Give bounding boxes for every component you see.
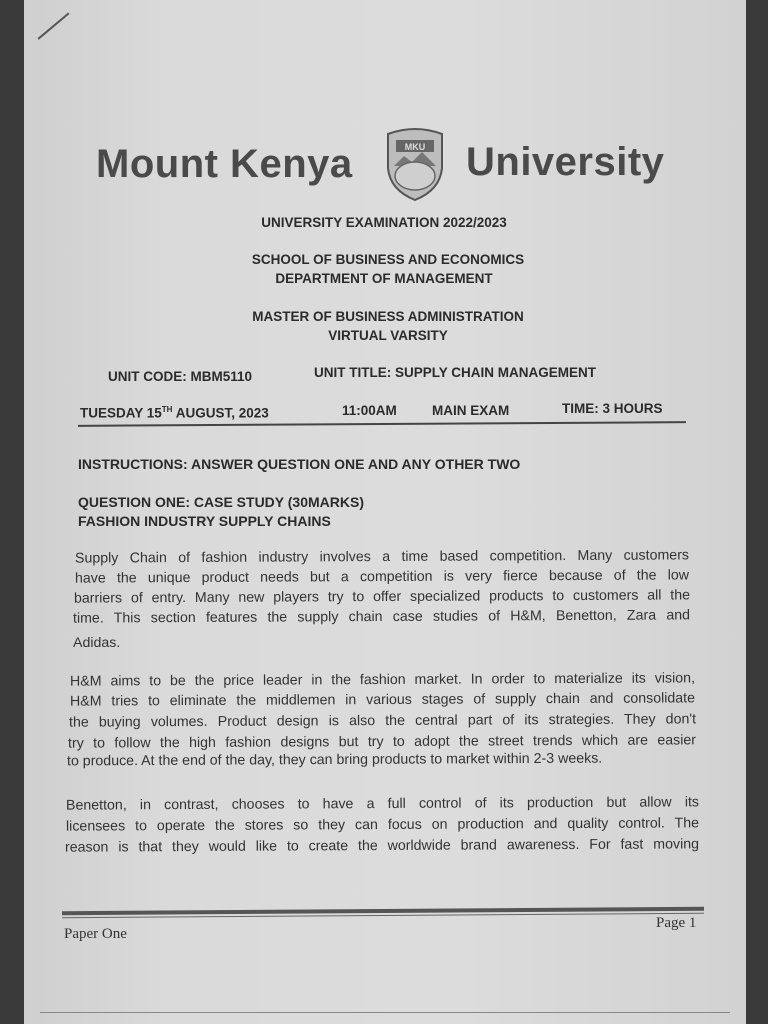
exam-time: 11:00AM bbox=[342, 403, 397, 418]
paragraph-line: barriers of entry. Many new players try to offer specialized products to customers all the bbox=[73, 587, 691, 607]
paragraph-line: H&M tries to eliminate the middlemen in various stages of supply chain and consolidate bbox=[69, 690, 696, 710]
unit-code: UNIT CODE: MBM5110 bbox=[108, 369, 253, 384]
exam-type: MAIN EXAM bbox=[432, 403, 510, 418]
exam-duration: TIME: 3 HOURS bbox=[562, 401, 663, 416]
paragraph-line: time. This section features the supply chain case studies of H&M, Benetton, Zara and bbox=[72, 607, 691, 627]
brand-left: Mount Kenya bbox=[96, 142, 353, 186]
unit-title: UNIT TITLE: SUPPLY CHAIN MANAGEMENT bbox=[314, 365, 597, 380]
paragraph-line: have the unique product needs but a competition is very fierce because of the low bbox=[74, 567, 690, 587]
university-logo bbox=[382, 126, 448, 202]
paragraph-line: Benetton, in contrast, chooses to have a full control of its production but allow its bbox=[65, 794, 700, 814]
paragraph-line: Adidas. bbox=[73, 635, 121, 651]
crest-icon bbox=[382, 126, 448, 202]
paragraph-line: Supply Chain of fashion industry involves a time based competition. Many customers bbox=[74, 547, 690, 567]
question-subtitle: FASHION INDUSTRY SUPPLY CHAINS bbox=[78, 513, 331, 529]
instructions: INSTRUCTIONS: ANSWER QUESTION ONE AND ANY OTHER TWO bbox=[78, 456, 521, 472]
paragraph-line: to produce. At the end of the day, they can bring products to market within 2-3 weeks. bbox=[66, 750, 603, 770]
date-suffix: AUGUST, 2023 bbox=[172, 405, 269, 421]
exam-title: UNIVERSITY EXAMINATION 2022/2023 bbox=[261, 215, 507, 230]
brand-right: University bbox=[466, 140, 665, 184]
footer-paper: Paper One bbox=[64, 926, 127, 942]
paragraph-line: the buying volumes. Product design is also the central part of its strategies. They don't bbox=[68, 711, 697, 731]
paragraph-line: licensees to operate the stores so they can focus on production and quality control. The bbox=[65, 815, 700, 835]
exam-date bbox=[80, 405, 269, 421]
department-name: DEPARTMENT OF MANAGEMENT bbox=[275, 271, 493, 286]
school-name: SCHOOL OF BUSINESS AND ECONOMICS bbox=[251, 252, 525, 267]
bottom-edge-line bbox=[40, 1012, 730, 1013]
date-sup: TH bbox=[161, 405, 173, 414]
programme-name: MASTER OF BUSINESS ADMINISTRATION bbox=[252, 309, 524, 324]
study-mode: VIRTUAL VARSITY bbox=[328, 328, 448, 343]
question-title: QUESTION ONE: CASE STUDY (30MARKS) bbox=[78, 494, 364, 510]
paragraph-line: H&M aims to be the price leader in the fashion market. In order to materialize its vision, bbox=[69, 670, 696, 690]
paragraph-line: reason is that they would like to create the worldwide brand awareness. For fast moving bbox=[64, 836, 700, 856]
footer-page: Page 1 bbox=[656, 915, 697, 931]
svg-text:MKU: MKU bbox=[404, 142, 426, 152]
date-prefix: TUESDAY 15 bbox=[80, 405, 162, 421]
paragraph-line: try to follow the high fashion designs but try to adopt the street trends which are easier bbox=[67, 732, 697, 752]
